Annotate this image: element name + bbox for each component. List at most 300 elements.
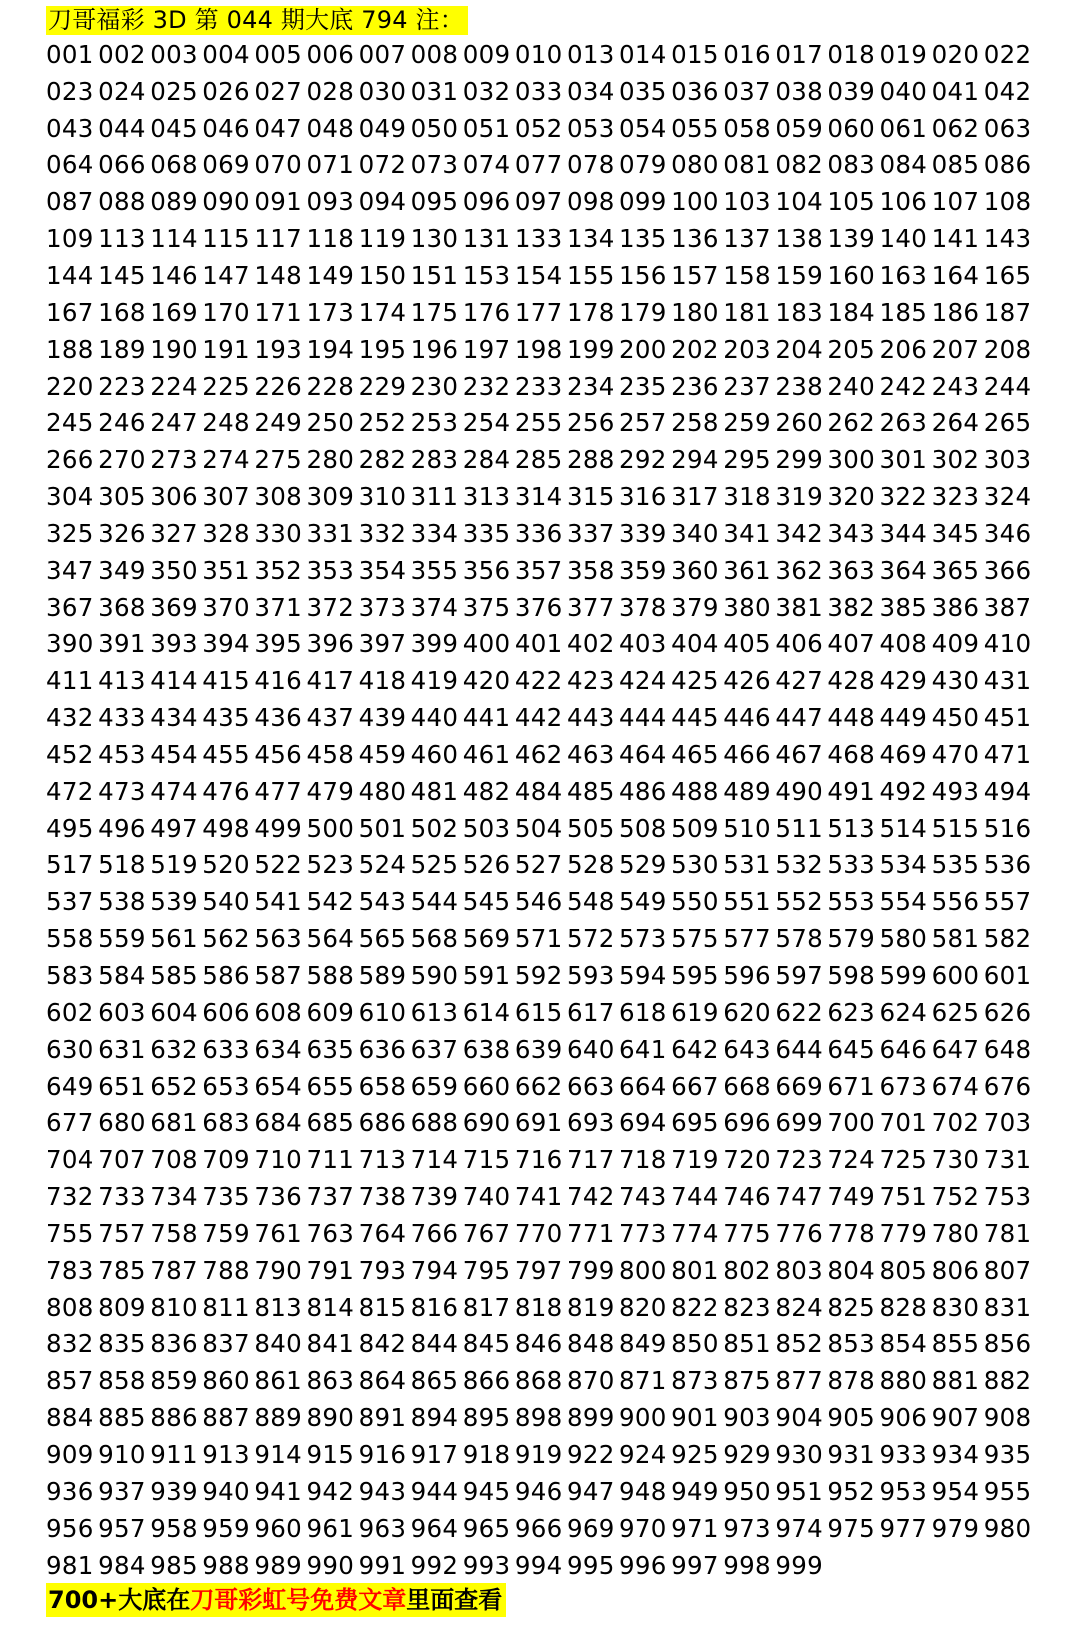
number-cell: 060 (827, 113, 876, 143)
number-cell: 157 (671, 260, 719, 290)
number-cell: 527 (514, 850, 563, 880)
number-cell: 994 (514, 1550, 563, 1580)
number-cell: 264 (931, 408, 980, 438)
number-cell: 403 (619, 629, 667, 659)
number-cell: 691 (514, 1108, 563, 1138)
number-cell: 461 (462, 739, 511, 769)
number-cell: 764 (358, 1218, 407, 1248)
number-cell: 320 (827, 482, 876, 512)
number-cell: 800 (619, 1255, 667, 1285)
number-row (46, 1362, 1056, 1399)
number-cell: 399 (410, 629, 459, 659)
number-cell: 167 (46, 297, 94, 327)
number-cell: 474 (150, 776, 198, 806)
number-cell: 008 (410, 39, 459, 69)
number-cell: 620 (723, 997, 771, 1027)
number-cell: 738 (358, 1182, 407, 1212)
number-cell: 450 (931, 703, 980, 733)
number-cell: 592 (514, 961, 563, 991)
number-cell: 563 (254, 924, 303, 954)
number-cell: 188 (46, 334, 94, 364)
number-cell: 202 (671, 334, 719, 364)
number-cell: 358 (566, 555, 615, 585)
number-cell: 971 (671, 1513, 719, 1543)
number-cell: 935 (983, 1439, 1032, 1469)
number-cell: 131 (462, 224, 511, 254)
number-row (46, 1399, 1056, 1436)
number-cell: 711 (306, 1145, 355, 1175)
number-cell: 084 (879, 150, 928, 180)
number-cell: 351 (202, 555, 250, 585)
number-cell: 432 (46, 703, 94, 733)
number-cell: 019 (879, 39, 928, 69)
number-cell: 090 (202, 187, 250, 217)
number-cell: 530 (671, 850, 719, 880)
number-cell: 022 (983, 39, 1032, 69)
number-cell: 364 (879, 555, 928, 585)
number-cell: 578 (775, 924, 823, 954)
number-cell: 649 (46, 1071, 94, 1101)
number-row (46, 773, 1056, 810)
number-cell: 553 (827, 887, 876, 917)
number-cell: 988 (202, 1550, 250, 1580)
number-cell: 353 (306, 555, 355, 585)
number-cell: 604 (150, 997, 198, 1027)
number-cell: 551 (723, 887, 771, 917)
number-cell: 313 (462, 482, 511, 512)
number-cell: 449 (879, 703, 928, 733)
number-cell: 247 (150, 408, 198, 438)
number-cell: 776 (775, 1218, 823, 1248)
number-cell: 082 (775, 150, 823, 180)
number-cell: 783 (46, 1255, 94, 1285)
number-cell: 737 (306, 1182, 355, 1212)
number-cell: 285 (514, 445, 563, 475)
number-cell: 485 (566, 776, 615, 806)
number-cell: 308 (254, 482, 303, 512)
number-cell: 034 (566, 76, 615, 106)
number-cell: 361 (723, 555, 771, 585)
number-row (46, 994, 1056, 1031)
number-cell: 634 (254, 1034, 303, 1064)
number-cell: 725 (879, 1145, 928, 1175)
number-cell: 626 (983, 997, 1032, 1027)
number-row (46, 1215, 1056, 1252)
number-cell: 237 (723, 371, 771, 401)
number-cell: 489 (723, 776, 771, 806)
number-cell: 259 (723, 408, 771, 438)
number-row (46, 1252, 1056, 1289)
number-cell: 180 (671, 297, 719, 327)
number-cell: 153 (462, 260, 511, 290)
number-cell: 973 (723, 1513, 771, 1543)
number-cell: 885 (98, 1403, 146, 1433)
number-cell: 516 (983, 813, 1032, 843)
number-cell: 206 (879, 334, 928, 364)
number-cell: 831 (983, 1292, 1032, 1322)
number-cell: 486 (619, 776, 667, 806)
number-cell: 183 (775, 297, 823, 327)
number-cell: 010 (514, 39, 563, 69)
number-cell: 965 (462, 1513, 511, 1543)
number-cell: 347 (46, 555, 94, 585)
number-cell: 476 (202, 776, 250, 806)
number-cell: 894 (410, 1403, 459, 1433)
number-cell: 339 (619, 518, 667, 548)
number-cell: 735 (202, 1182, 250, 1212)
number-cell: 546 (514, 887, 563, 917)
number-cell: 514 (879, 813, 928, 843)
number-cell: 671 (827, 1071, 876, 1101)
number-cell: 330 (254, 518, 303, 548)
number-cell: 005 (254, 39, 303, 69)
number-cell: 195 (358, 334, 407, 364)
number-cell: 160 (827, 260, 876, 290)
number-cell: 257 (619, 408, 667, 438)
number-cell: 028 (306, 76, 355, 106)
number-cell: 905 (827, 1403, 876, 1433)
number-cell: 802 (723, 1255, 771, 1285)
number-cell: 694 (619, 1108, 667, 1138)
number-cell: 510 (723, 813, 771, 843)
number-cell: 998 (723, 1550, 771, 1580)
number-cell: 274 (202, 445, 250, 475)
number-cell: 558 (46, 924, 94, 954)
number-cell: 940 (202, 1476, 250, 1506)
number-cell: 014 (619, 39, 667, 69)
footer (46, 1582, 506, 1618)
number-cell: 791 (306, 1255, 355, 1285)
number-cell: 032 (462, 76, 511, 106)
number-cell: 148 (254, 260, 303, 290)
number-cell: 250 (306, 408, 355, 438)
number-cell: 681 (150, 1108, 198, 1138)
number-cell: 299 (775, 445, 823, 475)
number-cell: 118 (306, 224, 355, 254)
number-cell: 841 (306, 1329, 355, 1359)
number-cell: 042 (983, 76, 1032, 106)
number-cell: 393 (150, 629, 198, 659)
number-cell: 536 (983, 850, 1032, 880)
number-cell: 673 (879, 1071, 928, 1101)
number-cell: 966 (514, 1513, 563, 1543)
number-cell: 937 (98, 1476, 146, 1506)
number-cell: 523 (306, 850, 355, 880)
number-cell: 451 (983, 703, 1032, 733)
number-cell: 915 (306, 1439, 355, 1469)
number-cell: 266 (46, 445, 94, 475)
number-cell: 884 (46, 1403, 94, 1433)
number-cell: 037 (723, 76, 771, 106)
number-cell: 181 (723, 297, 771, 327)
number-cell: 554 (879, 887, 928, 917)
number-cell: 624 (879, 997, 928, 1027)
number-cell: 561 (150, 924, 198, 954)
number-cell: 234 (566, 371, 615, 401)
number-cell: 045 (150, 113, 198, 143)
number-cell: 664 (619, 1071, 667, 1101)
number-row (46, 662, 1056, 699)
number-cell: 137 (723, 224, 771, 254)
number-cell: 655 (306, 1071, 355, 1101)
number-cell: 184 (827, 297, 876, 327)
number-cell: 463 (566, 739, 615, 769)
number-cell: 165 (983, 260, 1032, 290)
number-cell: 773 (619, 1218, 667, 1248)
number-cell: 524 (358, 850, 407, 880)
number-cell: 652 (150, 1071, 198, 1101)
number-cell: 244 (983, 371, 1032, 401)
number-cell: 331 (306, 518, 355, 548)
number-cell: 780 (931, 1218, 980, 1248)
number-cell: 001 (46, 39, 94, 69)
number-cell: 716 (514, 1145, 563, 1175)
number-cell: 559 (98, 924, 146, 954)
number-row (46, 368, 1056, 405)
number-cell: 491 (827, 776, 876, 806)
number-cell: 229 (358, 371, 407, 401)
number-cell: 044 (98, 113, 146, 143)
number-cell: 708 (150, 1145, 198, 1175)
number-cell: 837 (202, 1329, 250, 1359)
number-cell: 424 (619, 666, 667, 696)
number-cell: 177 (514, 297, 563, 327)
number-cell: 677 (46, 1108, 94, 1138)
number-cell: 408 (879, 629, 928, 659)
number-cell: 434 (150, 703, 198, 733)
number-cell: 027 (254, 76, 303, 106)
number-cell: 355 (410, 555, 459, 585)
number-cell: 411 (46, 666, 94, 696)
number-cell: 515 (931, 813, 980, 843)
number-cell: 343 (827, 518, 876, 548)
number-cell: 173 (306, 297, 355, 327)
number-cell: 907 (931, 1403, 980, 1433)
number-cell: 187 (983, 297, 1032, 327)
number-cell: 730 (931, 1145, 980, 1175)
number-cell: 799 (566, 1255, 615, 1285)
number-cell: 147 (202, 260, 250, 290)
number-cell: 020 (931, 39, 980, 69)
number-cell: 081 (723, 150, 771, 180)
number-cell: 352 (254, 555, 303, 585)
number-cell: 396 (306, 629, 355, 659)
number-cell: 238 (775, 371, 823, 401)
number-row (46, 552, 1056, 589)
number-cell: 645 (827, 1034, 876, 1064)
number-row (46, 1436, 1056, 1473)
number-cell: 911 (150, 1439, 198, 1469)
number-cell: 275 (254, 445, 303, 475)
number-row (46, 1326, 1056, 1363)
number-cell: 168 (98, 297, 146, 327)
number-cell: 704 (46, 1145, 94, 1175)
number-cell: 949 (671, 1476, 719, 1506)
number-cell: 205 (827, 334, 876, 364)
number-cell: 104 (775, 187, 823, 217)
number-cell: 482 (462, 776, 511, 806)
number-cell: 875 (723, 1366, 771, 1396)
number-cell: 096 (462, 187, 511, 217)
number-cell: 531 (723, 850, 771, 880)
number-row (46, 699, 1056, 736)
number-cell: 199 (566, 334, 615, 364)
number-cell: 643 (723, 1034, 771, 1064)
number-cell: 724 (827, 1145, 876, 1175)
number-cell: 533 (827, 850, 876, 880)
number-cell: 341 (723, 518, 771, 548)
number-cell: 663 (566, 1071, 615, 1101)
number-cell: 049 (358, 113, 407, 143)
number-cell: 500 (306, 813, 355, 843)
number-cell: 107 (931, 187, 980, 217)
number-cell: 471 (983, 739, 1032, 769)
number-row (46, 1289, 1056, 1326)
number-cell: 326 (98, 518, 146, 548)
number-cell: 007 (358, 39, 407, 69)
number-cell: 006 (306, 39, 355, 69)
number-cell: 873 (671, 1366, 719, 1396)
number-cell: 807 (983, 1255, 1032, 1285)
number-cell: 106 (879, 187, 928, 217)
number-cell: 035 (619, 76, 667, 106)
number-cell: 427 (775, 666, 823, 696)
number-cell: 718 (619, 1145, 667, 1175)
number-cell: 300 (827, 445, 876, 475)
number-row (46, 1510, 1056, 1547)
number-cell: 753 (983, 1182, 1032, 1212)
number-cell: 609 (306, 997, 355, 1027)
number-cell: 685 (306, 1108, 355, 1138)
number-cell: 723 (775, 1145, 823, 1175)
number-cell: 840 (254, 1329, 303, 1359)
number-cell: 860 (202, 1366, 250, 1396)
number-cell: 742 (566, 1182, 615, 1212)
number-cell: 623 (827, 997, 876, 1027)
number-cell: 456 (254, 739, 303, 769)
number-cell: 644 (775, 1034, 823, 1064)
number-cell: 501 (358, 813, 407, 843)
number-cell: 310 (358, 482, 407, 512)
number-cell: 204 (775, 334, 823, 364)
number-cell: 004 (202, 39, 250, 69)
number-cell: 844 (410, 1329, 459, 1359)
number-cell: 552 (775, 887, 823, 917)
number-cell: 466 (723, 739, 771, 769)
number-cell: 980 (983, 1513, 1032, 1543)
number-cell: 733 (98, 1182, 146, 1212)
number-cell: 770 (514, 1218, 563, 1248)
number-cell: 253 (410, 408, 459, 438)
number-cell: 960 (254, 1513, 303, 1543)
number-cell: 066 (98, 150, 146, 180)
number-cell: 817 (462, 1292, 511, 1322)
number-cell: 871 (619, 1366, 667, 1396)
number-cell: 952 (827, 1476, 876, 1506)
number-cell: 504 (514, 813, 563, 843)
number-cell: 941 (254, 1476, 303, 1506)
number-cell: 886 (150, 1403, 198, 1433)
number-cell: 378 (619, 592, 667, 622)
number-cell: 850 (671, 1329, 719, 1359)
number-cell: 236 (671, 371, 719, 401)
number-cell: 942 (306, 1476, 355, 1506)
number-cell: 930 (775, 1439, 823, 1469)
number-cell: 904 (775, 1403, 823, 1433)
number-cell: 134 (566, 224, 615, 254)
number-cell: 585 (150, 961, 198, 991)
number-cell: 771 (566, 1218, 615, 1248)
number-cell: 991 (358, 1550, 407, 1580)
number-cell: 615 (514, 997, 563, 1027)
number-cell: 062 (931, 113, 980, 143)
number-cell: 608 (254, 997, 303, 1027)
number-cell: 283 (410, 445, 459, 475)
number-cell: 480 (358, 776, 407, 806)
number-cell: 407 (827, 629, 876, 659)
number-cell: 093 (306, 187, 355, 217)
footer-article-link[interactable]: 刀哥彩虹号免费文章 (190, 1586, 407, 1614)
number-cell: 731 (983, 1145, 1032, 1175)
number-cell: 262 (827, 408, 876, 438)
number-cell: 232 (462, 371, 511, 401)
number-cell: 417 (306, 666, 355, 696)
number-cell: 335 (462, 518, 511, 548)
number-cell: 413 (98, 666, 146, 696)
number-cell: 774 (671, 1218, 719, 1248)
number-cell: 520 (202, 850, 250, 880)
number-row (46, 920, 1056, 957)
number-cell: 304 (46, 482, 94, 512)
number-cell: 699 (775, 1108, 823, 1138)
number-cell: 270 (98, 445, 146, 475)
number-cell: 385 (879, 592, 928, 622)
number-cell: 790 (254, 1255, 303, 1285)
number-cell: 526 (462, 850, 511, 880)
number-cell: 492 (879, 776, 928, 806)
number-cell: 709 (202, 1145, 250, 1175)
number-row (46, 257, 1056, 294)
number-cell: 018 (827, 39, 876, 69)
footer-suffix: 里面查看 (406, 1586, 503, 1614)
number-cell: 543 (358, 887, 407, 917)
number-row (46, 73, 1056, 110)
number-cell: 747 (775, 1182, 823, 1212)
number-cell: 015 (671, 39, 719, 69)
number-cell: 861 (254, 1366, 303, 1396)
number-cell: 794 (410, 1255, 459, 1285)
number-cell: 767 (462, 1218, 511, 1248)
number-cell: 332 (358, 518, 407, 548)
number-cell: 422 (514, 666, 563, 696)
number-cell: 757 (98, 1218, 146, 1248)
number-cell: 070 (254, 150, 303, 180)
number-cell: 373 (358, 592, 407, 622)
number-row (46, 736, 1056, 773)
number-cell: 069 (202, 150, 250, 180)
number-cell: 327 (150, 518, 198, 548)
number-cell: 098 (566, 187, 615, 217)
number-cell: 405 (723, 629, 771, 659)
number-cell: 419 (410, 666, 459, 696)
number-cell: 380 (723, 592, 771, 622)
number-cell: 145 (98, 260, 146, 290)
number-cell: 922 (566, 1439, 615, 1469)
number-cell: 622 (775, 997, 823, 1027)
number-cell: 445 (671, 703, 719, 733)
number-cell: 939 (150, 1476, 198, 1506)
number-cell: 433 (98, 703, 146, 733)
